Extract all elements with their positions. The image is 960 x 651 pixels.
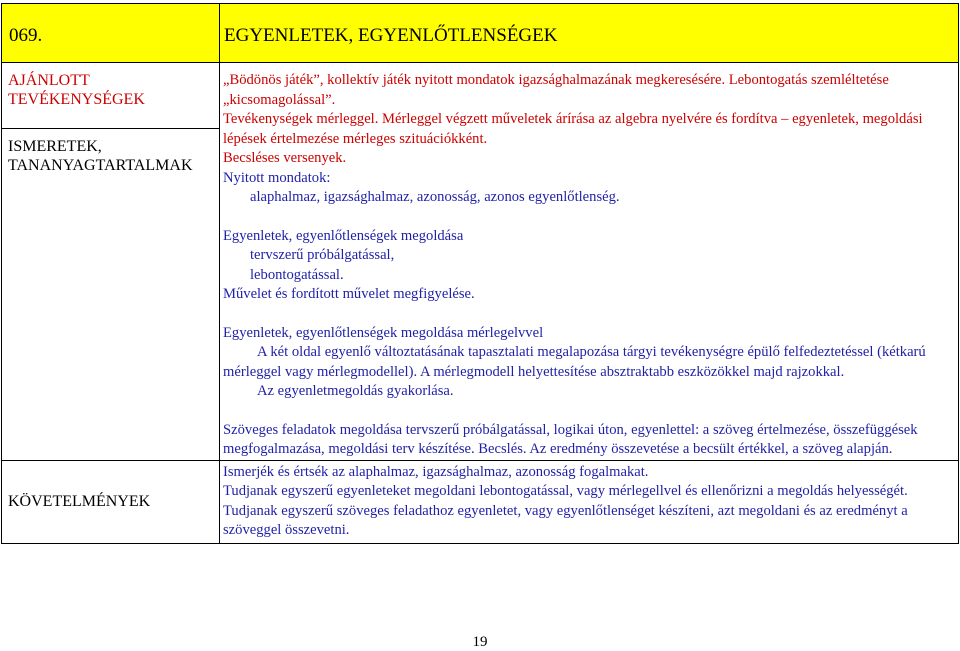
activity-row: [2, 63, 959, 129]
requirement-item: Ismerjék és értsék az alaphalmaz, igazsághalmaz, azonosság fogalmakat.: [223, 463, 649, 480]
requirement-item: Tudjanak egyszerű szöveges feladathoz egyenletet, vagy egyenlőtlenséget készíteni, azt megoldani és az eredményt a szöveggel összevetni.: [223, 502, 908, 538]
operation-note: Művelet és fordított művelet megfigyelése.: [223, 286, 475, 302]
curriculum-table: [1, 3, 959, 544]
activity-label-line-2: TEVÉKENYSÉGEK: [8, 91, 145, 108]
knowledge-label-cell: [2, 128, 220, 460]
activity-label-line-1: AJÁNLOTT: [8, 72, 90, 89]
activity-line: Tevékenységek mérleggel. Mérleggel végzett műveletek árírása az algebra nyelvére és fordítva – egyenletek, megoldási lépések értelmezése mérleges szituációkként.: [223, 111, 923, 147]
activity-and-knowledge-content: [220, 63, 959, 461]
open-sentences-heading: Nyitott mondatok:: [223, 169, 331, 186]
knowledge-label-line-1: ISMERETEK,: [8, 137, 102, 155]
lesson-title-cell: [220, 4, 959, 63]
balance-heading: Egyenletek, egyenlőtlenségek megoldása mérlegelvvel: [223, 324, 544, 341]
requirements-row: [2, 460, 959, 543]
page-number: 19: [472, 634, 488, 650]
lesson-title: EGYENLETEK, EGYENLŐTLENSÉGEK: [224, 25, 558, 46]
activity-line: Becsléses versenyek.: [223, 150, 347, 166]
activity-line: „Bödönös játék”, kollektív játék nyitott mondatok igazsághalmazának megkeresésére. Lebontogatás szemléltetése „kicsomagolással”.: [223, 72, 889, 108]
solving-item: tervszerű próbálgatással,: [250, 247, 395, 263]
open-sentences-list: alaphalmaz, igazsághalmaz, azonosság, azonos egyenlőtlenség.: [250, 189, 620, 205]
lesson-code: 069.: [9, 25, 43, 46]
activity-label-cell: [2, 63, 220, 129]
solving-item: lebontogatással.: [250, 266, 344, 283]
lesson-code-cell: [2, 4, 220, 63]
balance-text: A két oldal egyenlő változtatásának tapasztalati megalapozása tárgyi tevékenységre épülő felfedeztetéssel (kétkarú mérleggel vagy mérlegmodellel). A mérlegmodell helyettesítése absztraktabb eszközökkel majd rajzokkal.: [223, 344, 926, 380]
knowledge-label-line-2: TANANYAGTARTALMAK: [8, 156, 193, 174]
word-problems-text: Szöveges feladatok megoldása tervszerű próbálgatással, logikai úton, egyenlettel: a szöveg értelmezése, összefüggések megfogalmazása, megoldási terv készítése. Becslés. Az eredmény összevetése a becsült értékkel, a szöveg alapján.: [223, 421, 918, 457]
requirements-label-cell: [2, 460, 220, 543]
requirements-content: [220, 460, 959, 543]
requirements-label: KÖVETELMÉNYEK: [8, 493, 151, 510]
requirement-item: Tudjanak egyszerű egyenleteket megoldani lebontogatással, vagy mérlegellvel és ellenőrizni a megoldás helyességét.: [223, 483, 908, 499]
practice-note: Az egyenletmegoldás gyakorlása.: [257, 383, 454, 399]
solving-heading: Egyenletek, egyenlőtlenségek megoldása: [223, 227, 464, 244]
header-row: [2, 4, 959, 63]
